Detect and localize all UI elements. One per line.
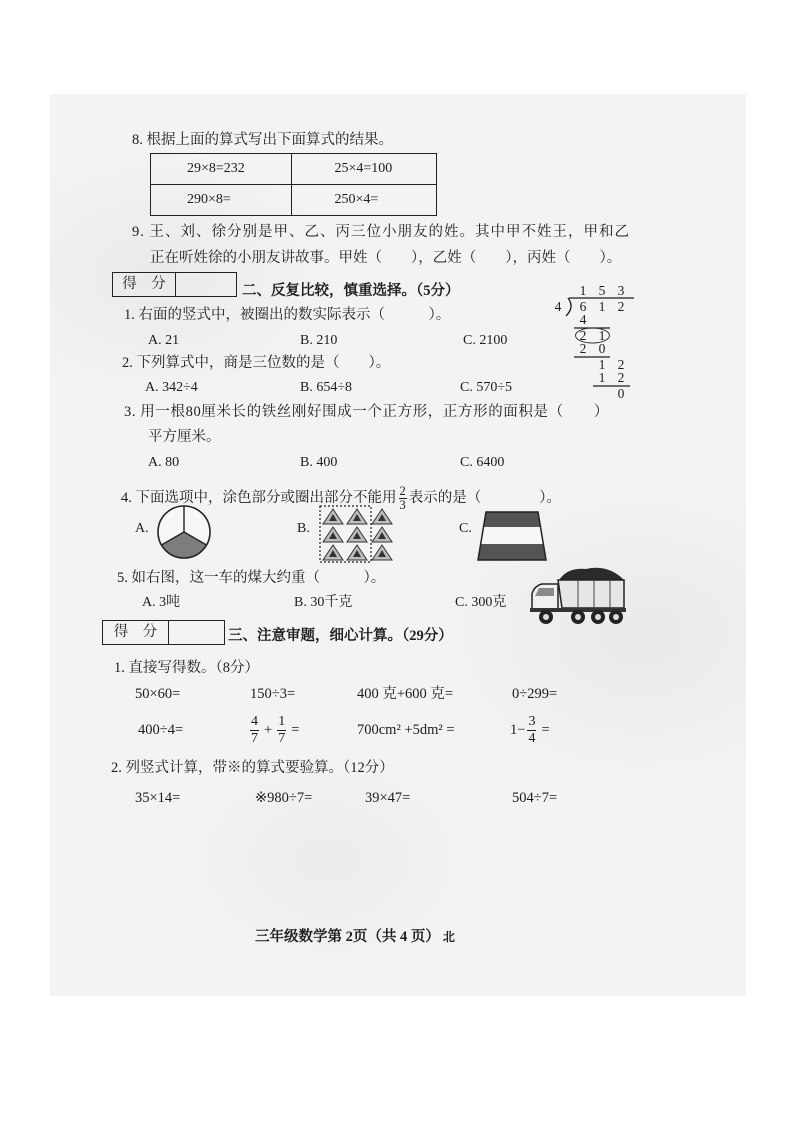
table-cell: 29×8=232 — [151, 154, 292, 185]
option-a: A. 342÷4 — [145, 380, 198, 395]
choice-question-3-line-1: 3. 用一根80厘米长的铁丝刚好围成一个正方形，正方形的面积是（ ） — [124, 404, 609, 420]
calc-item: 0÷299= — [512, 686, 558, 702]
truck-wheel — [609, 610, 623, 624]
quotient-digit: 5 — [598, 283, 606, 298]
question-text: 表示的是（ ）。 — [408, 489, 561, 506]
question-9-line-2: 正在听姓徐的小朋友讲故事。甲姓（ ），乙姓（ ），丙姓（ ）。 — [150, 250, 622, 266]
shaded-band-bottom — [478, 544, 546, 560]
truck-wheel — [591, 610, 605, 624]
quotient-digit: 3 — [617, 283, 625, 298]
calc-item: 400 克+600 克= — [357, 686, 454, 702]
coal-dump-truck-icon — [528, 562, 628, 628]
page-number-text: 三年级数学第 2页（共 4 页） — [255, 929, 440, 945]
question-9-line-1: 9. 王、刘、徐分别是甲、乙、丙三位小朋友的姓。其中甲不姓王，甲和乙 — [132, 224, 630, 240]
equals-sign: = — [291, 721, 300, 738]
option-a: A. 80 — [148, 455, 180, 470]
truck-cab — [532, 584, 558, 610]
circled-triangles-figure — [318, 504, 400, 564]
figure-label-b: B. — [297, 521, 310, 536]
option-a: A. 3吨 — [142, 595, 181, 610]
triangle — [372, 509, 392, 524]
dividend-digit: 1 — [598, 299, 606, 314]
fraction-denominator: 7 — [251, 730, 258, 746]
dividend-digit: 2 — [617, 299, 625, 314]
fraction-subtraction-item — [510, 712, 553, 748]
option-c: C. 300克 — [455, 595, 507, 610]
option-a: A. 21 — [148, 333, 180, 348]
remainder-digit: 0 — [617, 386, 625, 400]
equals-sign: = — [541, 721, 550, 738]
question-8-prompt: 8. 根据上面的算式写出下面算式的结果。 — [132, 132, 393, 148]
calc-item: 50×60= — [135, 686, 181, 702]
option-c: C. 570÷5 — [460, 380, 513, 395]
score-value-cell — [176, 273, 236, 296]
choice-question-2: 2. 下列算式中，商是三位数的是（ ）。 — [122, 355, 391, 371]
calc-item: 504÷7= — [512, 790, 558, 806]
triangle — [323, 509, 343, 524]
section-3-title: 三、注意审题，细心计算。（29分） — [228, 628, 453, 644]
table-cell: 290×8= — [151, 185, 292, 216]
figure-label-a: A. — [135, 521, 149, 536]
choice-question-3-line-2: 平方厘米。 — [148, 429, 221, 445]
fraction-numerator: 1 — [278, 713, 286, 729]
striped-trapezoid-figure — [476, 508, 550, 564]
option-b: B. 400 — [300, 455, 338, 470]
option-b: B. 210 — [300, 333, 338, 348]
triangle — [372, 527, 392, 542]
score-box — [112, 272, 237, 297]
option-c: C. 2100 — [463, 333, 508, 348]
triangle — [347, 509, 367, 524]
triangle — [347, 527, 367, 542]
table-cell: 25×4=100 — [292, 154, 437, 185]
fraction — [527, 714, 536, 747]
product-digit: 4 — [579, 312, 587, 327]
reference-calculation-table — [150, 153, 437, 216]
triangle — [347, 545, 367, 560]
fraction-numerator: 4 — [251, 713, 258, 729]
dividend-digit: 6 — [579, 299, 587, 314]
score-value-cell — [169, 621, 224, 644]
calc-item: ※980÷7= — [255, 790, 313, 806]
minuend-text: 1− — [510, 721, 526, 738]
fraction — [250, 714, 259, 747]
calc-item: 700cm² +5dm² = — [357, 722, 455, 738]
product-digit: 1 — [598, 370, 606, 385]
calc-item: 35×14= — [135, 790, 181, 806]
shaded-circle-figure — [155, 503, 213, 561]
fraction-denominator: 3 — [399, 498, 406, 512]
plus-sign: + — [264, 721, 273, 738]
long-division — [548, 282, 640, 400]
quotient-digit: 1 — [579, 283, 587, 298]
table-row — [151, 185, 437, 216]
triangle — [323, 527, 343, 542]
figure-label-c: C. — [459, 521, 472, 536]
table-row — [151, 154, 437, 185]
choice-question-5: 5. 如右图，这一车的煤大约重（ ）。 — [117, 570, 386, 586]
partial-digit: 1 — [598, 357, 606, 372]
page-footer — [255, 927, 455, 947]
choice-question-1: 1. 右面的竖式中，被圈出的数实际表示（ ）。 — [124, 307, 451, 323]
partial-digit: 2 — [579, 328, 587, 343]
triangle — [323, 545, 343, 560]
calc-item: 150÷3= — [250, 686, 296, 702]
shaded-band-top — [484, 512, 541, 527]
cargo-body — [558, 580, 624, 608]
calc-item: 400÷4= — [138, 722, 184, 738]
edition-mark: 北 — [442, 930, 455, 944]
option-b: B. 654÷8 — [300, 380, 353, 395]
truck-wheel — [539, 610, 553, 624]
divisor-digit: 4 — [554, 299, 562, 314]
calc-item: 39×47= — [365, 790, 411, 806]
product-digit: 2 — [579, 341, 587, 356]
fraction-addition-item — [248, 712, 302, 748]
fraction-numerator: 3 — [528, 713, 536, 729]
table-cell: 250×4= — [292, 185, 437, 216]
truck-wheel — [571, 610, 585, 624]
option-c: C. 6400 — [460, 455, 505, 470]
partial-digit: 2 — [617, 357, 625, 372]
fraction-numerator: 2 — [399, 484, 406, 498]
score-label: 得 分 — [113, 273, 176, 296]
section-2-title: 二、反复比较，慎重选择。（5分） — [242, 283, 460, 299]
product-digit: 2 — [617, 370, 625, 385]
part-1-title: 1. 直接写得数。（8分） — [114, 660, 259, 676]
part-2-title: 2. 列竖式计算，带※的算式要验算。（12分） — [111, 760, 394, 776]
triangle — [372, 545, 392, 560]
question-text: 4. 下面选项中，涂色部分或圈出部分不能用 — [121, 489, 397, 506]
division-bracket — [566, 298, 571, 316]
score-box — [102, 620, 225, 645]
score-label: 得 分 — [103, 621, 169, 644]
fraction — [277, 714, 286, 747]
product-digit: 0 — [598, 341, 606, 356]
option-b: B. 30千克 — [294, 595, 353, 610]
partial-digit: 1 — [598, 328, 606, 343]
fraction-denominator: 4 — [528, 730, 536, 746]
fraction-denominator: 7 — [278, 730, 286, 746]
